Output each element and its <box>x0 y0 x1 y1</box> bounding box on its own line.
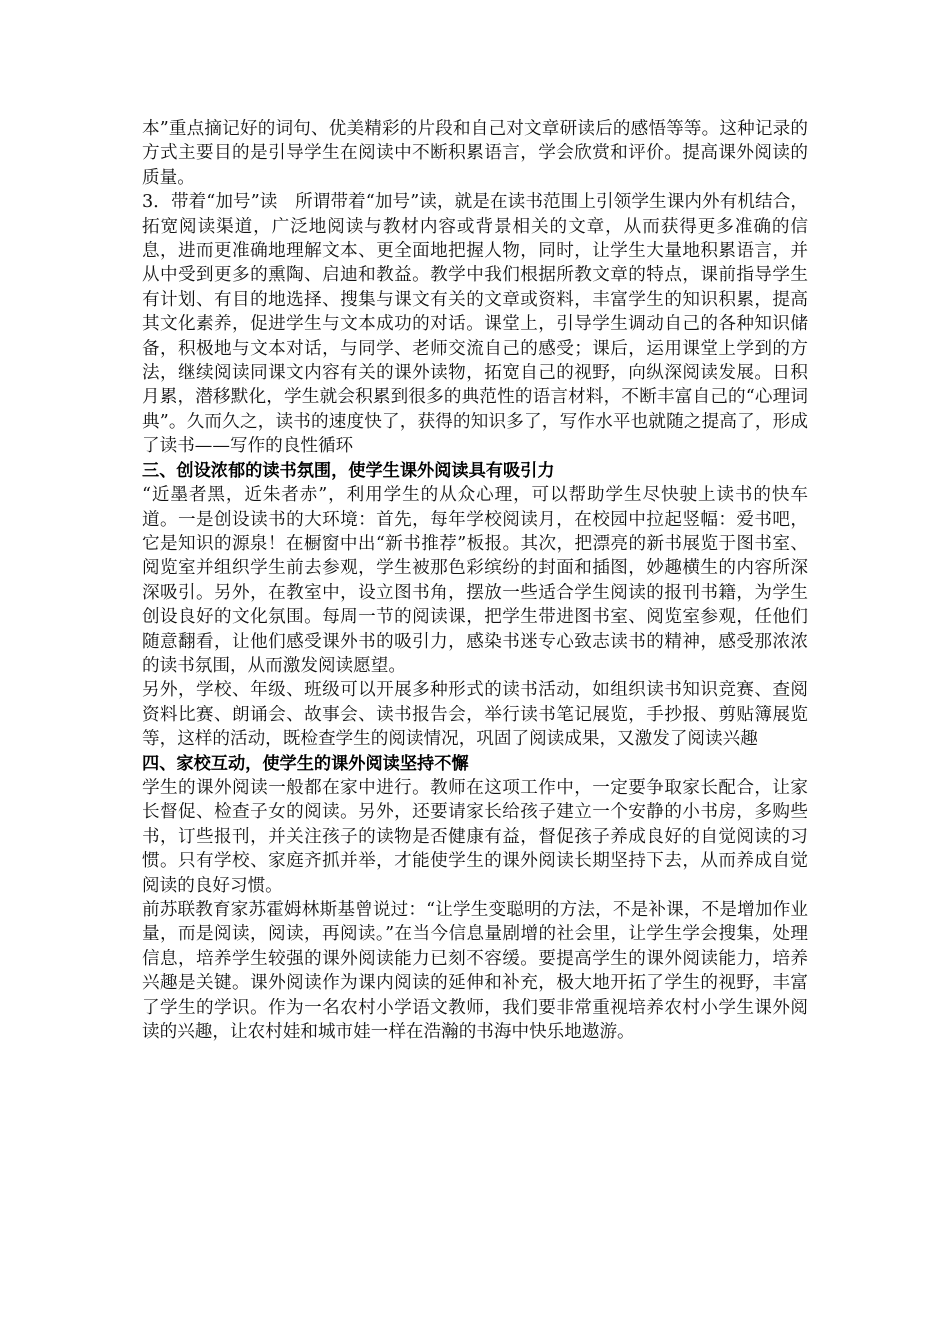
paragraph-reading-notes: 本”重点摘记好的词句、优美精彩的片段和自己对文章研读后的感悟等等。这种记录的方式主要目的是引导学生在阅读中不断积累语言，学会欣赏和评价。提高课外阅读的质量。 <box>142 119 808 188</box>
section-heading-3: 三、创设浓郁的读书氛围，使学生课外阅读具有吸引力 <box>142 460 555 481</box>
paragraph-reading-atmosphere: “近墨者黑，近朱者赤”，利用学生的从众心理，可以帮助学生尽快驶上读书的快车道。一是创设读书的大环境：首先，每年学校阅读月，在校园中拉起竖幅：爱书吧，它是知识的源泉！在橱窗中出“新书推荐”板报。其次，把漂亮的新书展览于图书室、阅览室并组织学生前去参观，学生被那色彩缤纷的封面和插图，妙趣横生的内容所深深吸引。另外，在教室中，设立图书角，摆放一些适合学生阅读的报刊书籍，为学生创设良好的文化氛围。每周一节的阅读课，把学生带进图书室、阅览室参观，任他们随意翻看，让他们感受课外书的吸引力，感染书迷专心致志读书的精神，感受那浓浓的读书氛围，从而激发阅读愿望。 <box>142 485 808 676</box>
paragraph-reading-activities: 另外，学校、年级、班级可以开展多种形式的读书活动，如组织读书知识竞赛、查阅资料比赛、朗诵会、故事会、读书报告会，举行读书笔记展览，手抄报、剪贴簿展览等，这样的活动，既检查学生的阅读情况，巩固了阅读成果，又激发了阅读兴趣 <box>142 680 808 750</box>
paragraph-home-school: 学生的课外阅读一般都在家中进行。教师在这项工作中，一定要争取家长配合，让家长督促、检查子女的阅读。另外，还要请家长给孩子建立一个安静的小书房，多购些书，订些报刊，并关注孩子的读物是否健康有益，督促孩子养成良好的自觉阅读的习惯。只有学校、家庭齐抓并举，才能使学生的课外阅读长期坚持下去，从而养成自觉阅读的良好习惯。 <box>142 777 808 896</box>
document-page <box>142 117 808 1044</box>
section-heading-4: 四、家校互动，使学生的课外阅读坚持不懈 <box>142 753 469 774</box>
paragraph-plus-reading: 3．带着“加号”读 所谓带着“加号”读，就是在读书范围上引领学生课内外有机结合，拓宽阅读渠道，广泛地阅读与教材内容或背景相关的文章，从而获得更多准确的信息，进而更准确地理解文本、更全面地把握人物，同时，让学生大量地积累语言，并从中受到更多的熏陶、启迪和教益。教学中我们根据所教文章的特点，课前指导学生有计划、有目的地选择、搜集与课文有关的文章或资料，丰富学生的知识积累，提高其文化素养，促进学生与文本成功的对话。课堂上，引导学生调动自己的各种知识储备，积极地与文本对话，与同学、老师交流自己的感受；课后，运用课堂上学到的方法，继续阅读同课文内容有关的课外读物，拓宽自己的视野，向纵深阅读发展。日积月累，潜移默化，学生就会积累到很多的典范性的语言材料，不断丰富自己的“心理词典”。久而久之，读书的速度快了，获得的知识多了，写作水平也就随之提高了，形成了读书——写作的良性循环 <box>142 192 808 457</box>
paragraph-conclusion: 前苏联教育家苏霍姆林斯基曾说过：“让学生变聪明的方法，不是补课，不是增加作业量，而是阅读，阅读，再阅读。”在当今信息量剧增的社会里，让学生学会搜集，处理信息，培养学生较强的课外阅读能力已刻不容缓。要提高学生的课外阅读能力，培养兴趣是关键。课外阅读作为课内阅读的延伸和补充，极大地开拓了学生的视野，丰富了学生的学识。作为一名农村小学语文教师，我们要非常重视培养农村小学生课外阅读的兴趣，让农村娃和城市娃一样在浩瀚的书海中快乐地遨游。 <box>142 900 808 1043</box>
